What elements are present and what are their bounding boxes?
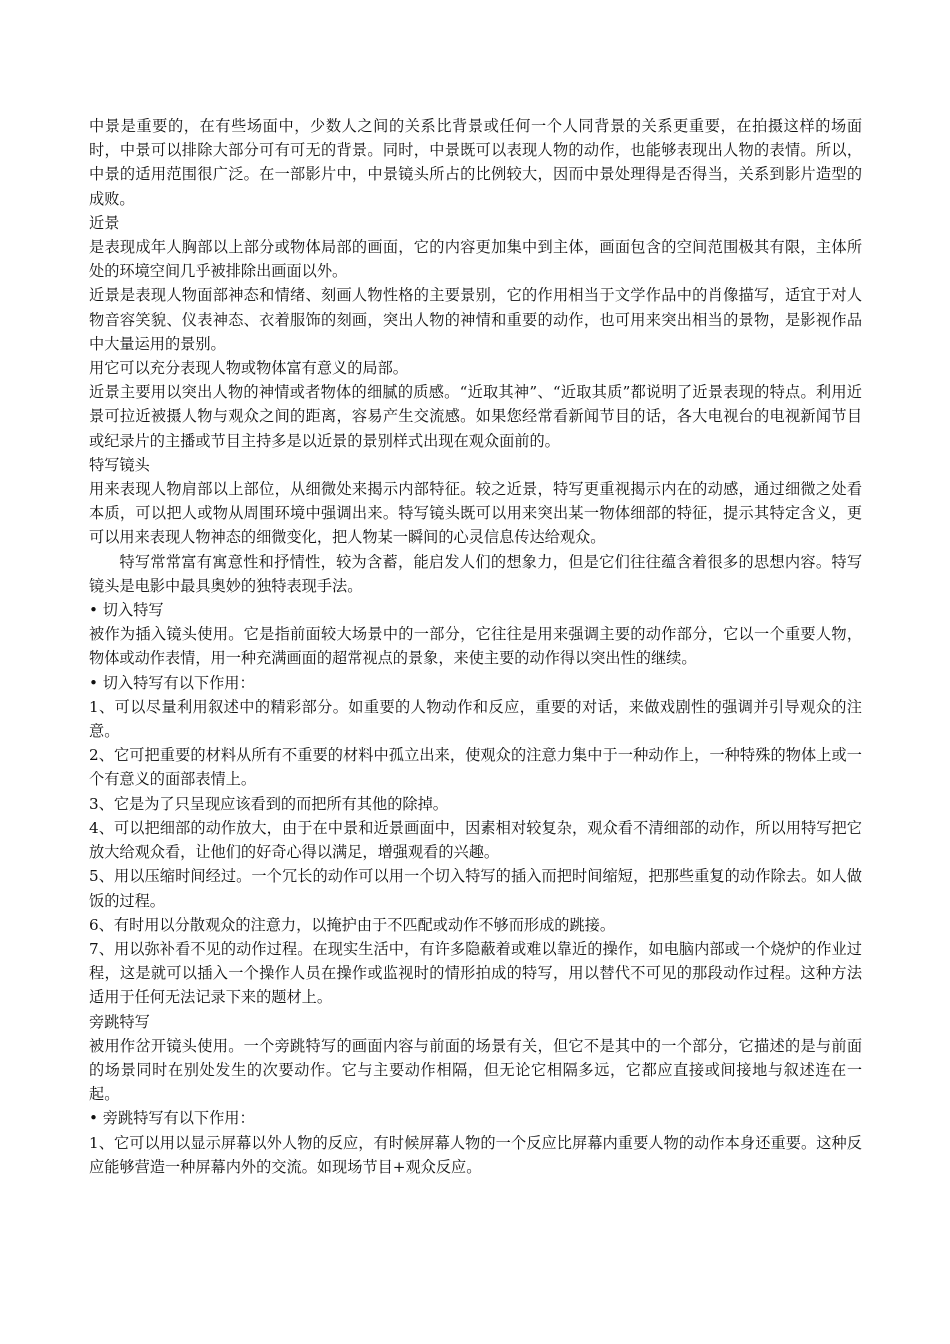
document-page [89, 114, 862, 1179]
paragraph-close-shot-definition: 是表现成年人胸部以上部分或物体局部的画面，它的内容更加集中到主体，画面包含的空间范围极其有限，主体所处的环境空间几乎被排除出画面以外。 [89, 238, 862, 281]
heading-cutaway-close-up: 旁跳特写 [89, 1012, 150, 1031]
list-item-cut-in-5: 5、用以压缩时间经过。一个冗长的动作可以用一个切入特写的插入而把时间缩短，把那些重复的动作除去。如人做饭的过程。 [89, 867, 862, 910]
heading-cutaway-functions: • 旁跳特写有以下作用： [89, 1109, 255, 1128]
paragraph-medium-shot-intro: 中景是重要的，在有些场面中，少数人之间的关系比背景或任何一个人同背景的关系更重要，在拍摄这样的场面时，中景可以排除大部分可有可无的背景。同时，中景既可以表现人物的动作，也能够表现出人物的表情。所以，中景的适用范围很广泛。在一部影片中，中景镜头所占的比例较大，因而中景处理得是否得当，关系到影片造型的成败。 [89, 117, 862, 208]
paragraph-close-shot-role: 近景是表现人物面部神态和情绪、刻画人物性格的主要景别，它的作用相当于文学作品中的肖像描写，适宜于对人物音容笑貌、仪表神态、衣着服饰的刻画，突出人物的神情和重要的动作，也可用来突出相当的景物，是影视作品中大量运用的景别。 [89, 286, 862, 353]
paragraph-close-shot-texture: 近景主要用以突出人物的神情或者物体的细腻的质感。“近取其神”、“近取其质”都说明了近景表现的特点。利用近景可拉近被摄人物与观众之间的距离，容易产生交流感。如果您经常看新闻节目的话，各大电视台的电视新闻节目或纪录片的主播或节目主持多是以近景的景别样式出现在观众面前的。 [89, 383, 862, 450]
heading-close-up: 特写镜头 [89, 455, 150, 474]
heading-cut-in-functions: • 切入特写有以下作用： [89, 673, 255, 692]
list-item-cut-in-7: 7、用以弥补看不见的动作过程。在现实生活中，有许多隐蔽着或难以靠近的操作，如电脑内部或一个烧炉的作业过程，这是就可以插入一个操作人员在操作或监视时的情形拍成的特写，用以替代不可见的那段动作过程。这种方法适用于任何无法记录下来的题材上。 [89, 939, 862, 1007]
list-item-cut-in-6: 6、有时用以分散观众的注意力，以掩护由于不匹配或动作不够而形成的跳接。 [89, 915, 616, 934]
paragraph-cutaway-definition: 被用作岔开镜头使用。一个旁跳特写的画面内容与前面的场景有关，但它不是其中的一个部分，它描述的是与前面的场景同时在别处发生的次要动作。它与主要动作相隔，但无论它相隔多远，它都应直接或间接地与叙述连在一起。 [89, 1036, 862, 1104]
paragraph-close-shot-detail: 用它可以充分表现人物或物体富有意义的局部。 [89, 359, 408, 378]
list-item-cut-in-4: 4、可以把细部的动作放大，由于在中景和近景画面中，因素相对较复杂，观众看不清细部的动作，所以用特写把它放大给观众看，让他们的好奇心得以满足，增强观看的兴趣。 [89, 818, 862, 862]
heading-cut-in-close-up: • 切入特写 [89, 601, 164, 620]
paragraph-cut-in-definition: 被作为插入镜头使用。它是指前面较大场景中的一部分，它往往是用来强调主要的动作部分，它以一个重要人物，物体或动作表情，用一种充满画面的超常视点的景象，来使主要的动作得以突出性的继续。 [89, 625, 862, 668]
list-item-cut-in-1: 1、可以尽量利用叙述中的精彩部分。如重要的人物动作和反应，重要的对话，来做戏剧性的强调并引导观众的注意。 [89, 697, 862, 741]
heading-close-shot: 近景 [89, 213, 120, 232]
paragraph-close-up-meaning: 特写常常富有寓意性和抒情性，较为含蓄，能启发人们的想象力，但是它们往往蕴含着很多的思想内容。特写镜头是电影中最具奥妙的独特表现手法。 [89, 552, 862, 595]
paragraph-close-up-definition: 用来表现人物肩部以上部位，从细微处来揭示内部特征。较之近景，特写更重视揭示内在的动感，通过细微之处看本质，可以把人或物从周围环境中强调出来。特写镜头既可以用来突出某一物体细部的特征，提示其特定含义，更可以用来表现人物神态的细微变化，把人物某一瞬间的心灵信息传达给观众。 [89, 480, 862, 547]
list-item-cut-in-3: 3、它是为了只呈现应该看到的而把所有其他的除掉。 [89, 794, 448, 813]
list-item-cutaway-1: 1、它可以用以显示屏幕以外人物的反应，有时候屏幕人物的一个反应比屏幕内重要人物的动作本身还重要。这种反应能够营造一种屏幕内外的交流。如现场节目+观众反应。 [89, 1133, 862, 1176]
list-item-cut-in-2: 2、它可把重要的材料从所有不重要的材料中孤立出来，使观众的注意力集中于一种动作上，一种特殊的物体上或一个有意义的面部表情上。 [89, 746, 862, 789]
